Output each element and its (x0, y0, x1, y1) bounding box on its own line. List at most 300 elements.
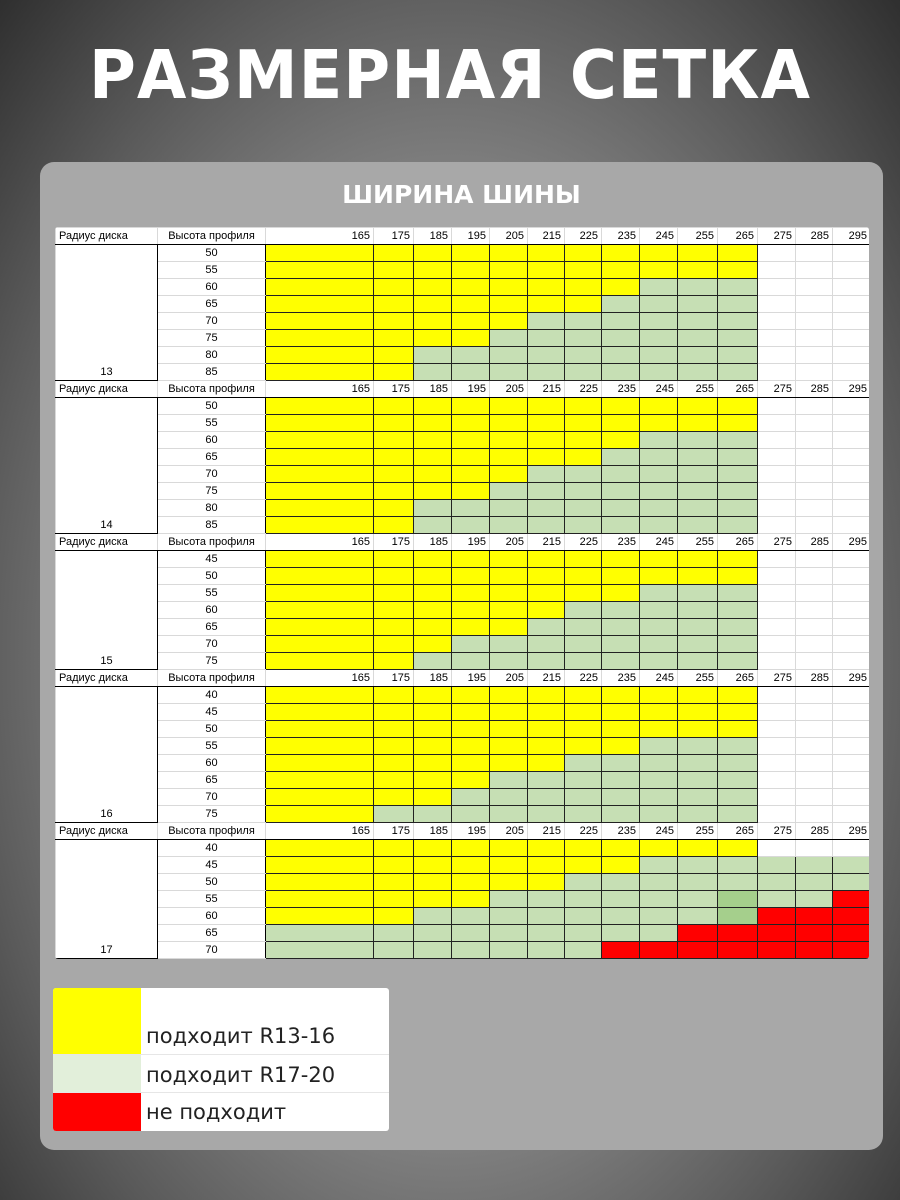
fit-cell (565, 483, 602, 500)
fit-cell (678, 925, 718, 942)
fit-cell (414, 517, 452, 534)
fit-cell (833, 789, 870, 806)
legend (53, 988, 389, 1131)
fit-cell (718, 874, 758, 891)
fit-cell (490, 449, 528, 466)
fit-cell (602, 245, 640, 262)
fit-cell (678, 772, 718, 789)
fit-cell (490, 602, 528, 619)
fit-cell (796, 279, 833, 296)
fit-cell (640, 432, 678, 449)
profile-value: 70 (158, 942, 266, 959)
fit-cell (678, 568, 718, 585)
fit-cell (602, 432, 640, 449)
profile-value: 85 (158, 364, 266, 381)
radius-value: 13 (56, 245, 158, 381)
header-row (56, 670, 870, 687)
table-row (56, 347, 870, 364)
fit-cell (796, 721, 833, 738)
fit-cell (833, 738, 870, 755)
table-row (56, 942, 870, 959)
fit-cell (266, 313, 374, 330)
fit-cell (833, 347, 870, 364)
fit-cell (833, 636, 870, 653)
fit-cell (678, 313, 718, 330)
fit-cell (414, 653, 452, 670)
fit-cell (602, 415, 640, 432)
fit-cell (452, 857, 490, 874)
fit-cell (452, 602, 490, 619)
fit-cell (833, 500, 870, 517)
width-header-cell: 205 (490, 228, 528, 245)
fit-cell (640, 398, 678, 415)
width-header-cell: 215 (528, 534, 565, 551)
fit-cell (640, 415, 678, 432)
fit-cell (565, 415, 602, 432)
fit-cell (796, 330, 833, 347)
fit-cell (758, 806, 796, 823)
fit-cell (266, 483, 374, 500)
fit-cell (490, 806, 528, 823)
legend-item-not-fits (53, 1092, 389, 1131)
fit-cell (266, 840, 374, 857)
fit-cell (718, 466, 758, 483)
fit-cell (565, 398, 602, 415)
table-row (56, 806, 870, 823)
fit-cell (374, 857, 414, 874)
fit-cell (266, 245, 374, 262)
fit-cell (758, 551, 796, 568)
fit-cell (796, 772, 833, 789)
fit-cell (565, 721, 602, 738)
fit-cell (640, 466, 678, 483)
fit-cell (565, 908, 602, 925)
fit-cell (796, 568, 833, 585)
fit-cell (374, 262, 414, 279)
fit-cell (796, 517, 833, 534)
fit-cell (602, 891, 640, 908)
fit-cell (452, 806, 490, 823)
fit-cell (758, 568, 796, 585)
fit-cell (678, 500, 718, 517)
width-header-cell: 215 (528, 670, 565, 687)
fit-cell (640, 245, 678, 262)
fit-cell (414, 551, 452, 568)
fit-cell (565, 279, 602, 296)
fit-cell (266, 415, 374, 432)
fit-cell (678, 279, 718, 296)
fit-cell (678, 653, 718, 670)
fit-cell (833, 245, 870, 262)
fit-cell (490, 942, 528, 959)
fit-cell (414, 347, 452, 364)
profile-header: Высота профиля (158, 670, 266, 687)
width-header-cell: 255 (678, 823, 718, 840)
width-header-cell: 265 (718, 670, 758, 687)
fit-cell (528, 330, 565, 347)
fit-cell (452, 330, 490, 347)
table-row (56, 483, 870, 500)
fit-cell (678, 687, 718, 704)
fit-cell (266, 721, 374, 738)
fit-cell (528, 636, 565, 653)
width-header-cell: 265 (718, 381, 758, 398)
fit-cell (640, 500, 678, 517)
table-row (56, 653, 870, 670)
fit-cell (833, 891, 870, 908)
radius-value: 17 (56, 840, 158, 959)
table-row (56, 296, 870, 313)
profile-value: 70 (158, 466, 266, 483)
profile-value: 45 (158, 551, 266, 568)
fit-cell (833, 687, 870, 704)
fit-cell (490, 347, 528, 364)
profile-value: 45 (158, 857, 266, 874)
fit-cell (602, 279, 640, 296)
fit-cell (528, 891, 565, 908)
fit-cell (528, 262, 565, 279)
fit-cell (528, 585, 565, 602)
table-row (56, 568, 870, 585)
fit-cell (414, 585, 452, 602)
profile-header: Высота профиля (158, 228, 266, 245)
fit-cell (414, 704, 452, 721)
fit-cell (678, 466, 718, 483)
fit-cell (266, 279, 374, 296)
fit-cell (528, 942, 565, 959)
fit-cell (796, 653, 833, 670)
fit-cell (452, 466, 490, 483)
fit-cell (374, 925, 414, 942)
fit-cell (678, 551, 718, 568)
fit-cell (414, 449, 452, 466)
fit-cell (565, 925, 602, 942)
fit-cell (414, 806, 452, 823)
fit-cell (602, 449, 640, 466)
fit-cell (796, 262, 833, 279)
page-title: РАЗМЕРНАЯ СЕТКА (88, 37, 812, 115)
fit-cell (640, 330, 678, 347)
width-header-cell: 275 (758, 670, 796, 687)
fit-cell (414, 687, 452, 704)
fit-cell (833, 602, 870, 619)
width-header-cell: 215 (528, 381, 565, 398)
width-header-cell: 255 (678, 670, 718, 687)
fit-cell (414, 755, 452, 772)
fit-cell (528, 398, 565, 415)
width-header-cell: 265 (718, 823, 758, 840)
profile-value: 65 (158, 772, 266, 789)
fit-cell (528, 245, 565, 262)
fit-cell (602, 500, 640, 517)
fit-cell (490, 891, 528, 908)
fit-cell (640, 806, 678, 823)
fit-cell (565, 432, 602, 449)
fit-cell (490, 330, 528, 347)
fit-cell (490, 585, 528, 602)
fit-cell (678, 517, 718, 534)
fit-cell (528, 840, 565, 857)
fit-cell (640, 313, 678, 330)
radius-header: Радиус диска (56, 381, 158, 398)
fit-cell (452, 687, 490, 704)
radius-header: Радиус диска (56, 534, 158, 551)
fit-cell (266, 449, 374, 466)
table-row (56, 415, 870, 432)
fit-cell (640, 738, 678, 755)
fit-cell (490, 364, 528, 381)
width-header-cell: 275 (758, 823, 796, 840)
fit-cell (414, 483, 452, 500)
fit-cell (266, 262, 374, 279)
fit-cell (565, 789, 602, 806)
fit-cell (528, 874, 565, 891)
fit-cell (678, 619, 718, 636)
fit-cell (528, 857, 565, 874)
width-header-cell: 195 (452, 670, 490, 687)
fit-cell (602, 262, 640, 279)
fit-cell (758, 891, 796, 908)
fit-cell (374, 755, 414, 772)
fit-cell (452, 908, 490, 925)
profile-value: 50 (158, 721, 266, 738)
fit-cell (640, 772, 678, 789)
fit-cell (678, 296, 718, 313)
legend-swatch-red (53, 1093, 141, 1131)
fit-cell (528, 347, 565, 364)
fit-cell (490, 925, 528, 942)
fit-cell (718, 636, 758, 653)
fit-cell (718, 245, 758, 262)
fit-cell (833, 313, 870, 330)
fit-cell (758, 942, 796, 959)
fit-cell (414, 925, 452, 942)
profile-value: 50 (158, 398, 266, 415)
fit-cell (452, 517, 490, 534)
fit-cell (602, 738, 640, 755)
fit-cell (833, 432, 870, 449)
fit-cell (602, 721, 640, 738)
width-header-cell: 165 (266, 823, 374, 840)
fit-cell (374, 568, 414, 585)
fit-cell (640, 874, 678, 891)
fit-cell (528, 296, 565, 313)
table-row (56, 585, 870, 602)
fit-cell (758, 840, 796, 857)
fit-cell (414, 262, 452, 279)
width-header-cell: 205 (490, 823, 528, 840)
profile-value: 70 (158, 789, 266, 806)
fit-cell (833, 908, 870, 925)
profile-value: 75 (158, 330, 266, 347)
table-row (56, 874, 870, 891)
fit-cell (833, 874, 870, 891)
fit-cell (678, 449, 718, 466)
fit-cell (678, 755, 718, 772)
profile-value: 60 (158, 755, 266, 772)
fit-cell (678, 891, 718, 908)
fit-cell (640, 636, 678, 653)
fit-cell (374, 602, 414, 619)
width-header-cell: 235 (602, 534, 640, 551)
fit-cell (833, 704, 870, 721)
fit-cell (678, 364, 718, 381)
fit-cell (374, 432, 414, 449)
fit-cell (678, 874, 718, 891)
profile-value: 70 (158, 313, 266, 330)
profile-value: 45 (158, 704, 266, 721)
fit-cell (718, 687, 758, 704)
fit-cell (796, 432, 833, 449)
width-header-cell: 245 (640, 670, 678, 687)
fit-cell (266, 398, 374, 415)
table-row (56, 755, 870, 772)
fit-cell (266, 874, 374, 891)
fit-cell (414, 602, 452, 619)
fit-cell (833, 483, 870, 500)
fit-cell (640, 908, 678, 925)
width-header-cell: 165 (266, 534, 374, 551)
fit-cell (796, 585, 833, 602)
width-header-cell: 175 (374, 670, 414, 687)
fit-cell (452, 755, 490, 772)
fit-cell (490, 500, 528, 517)
fit-cell (565, 330, 602, 347)
radius-value: 14 (56, 398, 158, 534)
table-row (56, 517, 870, 534)
fit-cell (833, 568, 870, 585)
fit-cell (640, 942, 678, 959)
fit-cell (718, 398, 758, 415)
fit-cell (718, 313, 758, 330)
fit-cell (266, 704, 374, 721)
legend-label: подходит R17-20 (146, 1063, 336, 1087)
fit-cell (678, 704, 718, 721)
profile-value: 65 (158, 449, 266, 466)
fit-cell (528, 602, 565, 619)
fit-cell (758, 755, 796, 772)
fit-cell (266, 347, 374, 364)
width-header-cell: 245 (640, 228, 678, 245)
fit-cell (414, 466, 452, 483)
fit-cell (796, 313, 833, 330)
radius-header: Радиус диска (56, 228, 158, 245)
profile-value: 55 (158, 891, 266, 908)
fit-cell (266, 687, 374, 704)
radius-header: Радиус диска (56, 670, 158, 687)
fit-cell (602, 789, 640, 806)
fit-cell (602, 908, 640, 925)
fit-cell (640, 755, 678, 772)
fit-cell (266, 738, 374, 755)
width-header-cell: 175 (374, 381, 414, 398)
table-row (56, 279, 870, 296)
profile-value: 65 (158, 296, 266, 313)
fit-cell (452, 619, 490, 636)
fit-cell (414, 279, 452, 296)
fit-cell (758, 449, 796, 466)
fit-cell (640, 891, 678, 908)
fit-cell (266, 568, 374, 585)
fit-cell (718, 296, 758, 313)
fit-cell (758, 296, 796, 313)
fit-cell (718, 772, 758, 789)
width-header-cell: 275 (758, 534, 796, 551)
fit-cell (490, 721, 528, 738)
fit-cell (565, 891, 602, 908)
fit-cell (528, 687, 565, 704)
fit-cell (266, 755, 374, 772)
fit-cell (640, 483, 678, 500)
legend-swatch-green (53, 1055, 141, 1093)
fit-cell (565, 262, 602, 279)
fit-cell (796, 551, 833, 568)
fit-cell (528, 279, 565, 296)
fit-cell (718, 789, 758, 806)
profile-value: 70 (158, 636, 266, 653)
fit-cell (528, 738, 565, 755)
fit-cell (833, 942, 870, 959)
fit-cell (266, 585, 374, 602)
fit-cell (452, 653, 490, 670)
fit-cell (833, 806, 870, 823)
fit-cell (452, 432, 490, 449)
fit-cell (758, 245, 796, 262)
fit-cell (528, 449, 565, 466)
table-row (56, 330, 870, 347)
fit-cell (266, 653, 374, 670)
fit-cell (565, 653, 602, 670)
table-row (56, 789, 870, 806)
fit-cell (528, 500, 565, 517)
fit-cell (758, 364, 796, 381)
width-header-cell: 225 (565, 670, 602, 687)
fit-cell (718, 551, 758, 568)
fit-cell (528, 551, 565, 568)
fit-cell (640, 687, 678, 704)
fit-cell (528, 789, 565, 806)
fit-cell (758, 874, 796, 891)
width-header-cell: 165 (266, 670, 374, 687)
fit-cell (490, 517, 528, 534)
fit-cell (374, 772, 414, 789)
fit-cell (414, 942, 452, 959)
table-row (56, 925, 870, 942)
fit-cell (528, 483, 565, 500)
fit-cell (718, 585, 758, 602)
fit-cell (678, 245, 718, 262)
fit-cell (528, 806, 565, 823)
fit-cell (528, 466, 565, 483)
width-header-cell: 255 (678, 534, 718, 551)
fit-cell (640, 857, 678, 874)
table-row (56, 500, 870, 517)
fit-cell (602, 483, 640, 500)
fit-cell (565, 840, 602, 857)
fit-cell (528, 908, 565, 925)
fit-cell (602, 347, 640, 364)
fit-cell (414, 432, 452, 449)
fit-cell (718, 942, 758, 959)
table-row (56, 602, 870, 619)
fit-cell (374, 789, 414, 806)
fit-cell (266, 364, 374, 381)
fit-cell (718, 755, 758, 772)
fit-cell (452, 296, 490, 313)
fit-cell (602, 874, 640, 891)
fit-cell (718, 721, 758, 738)
width-header-cell: 195 (452, 823, 490, 840)
